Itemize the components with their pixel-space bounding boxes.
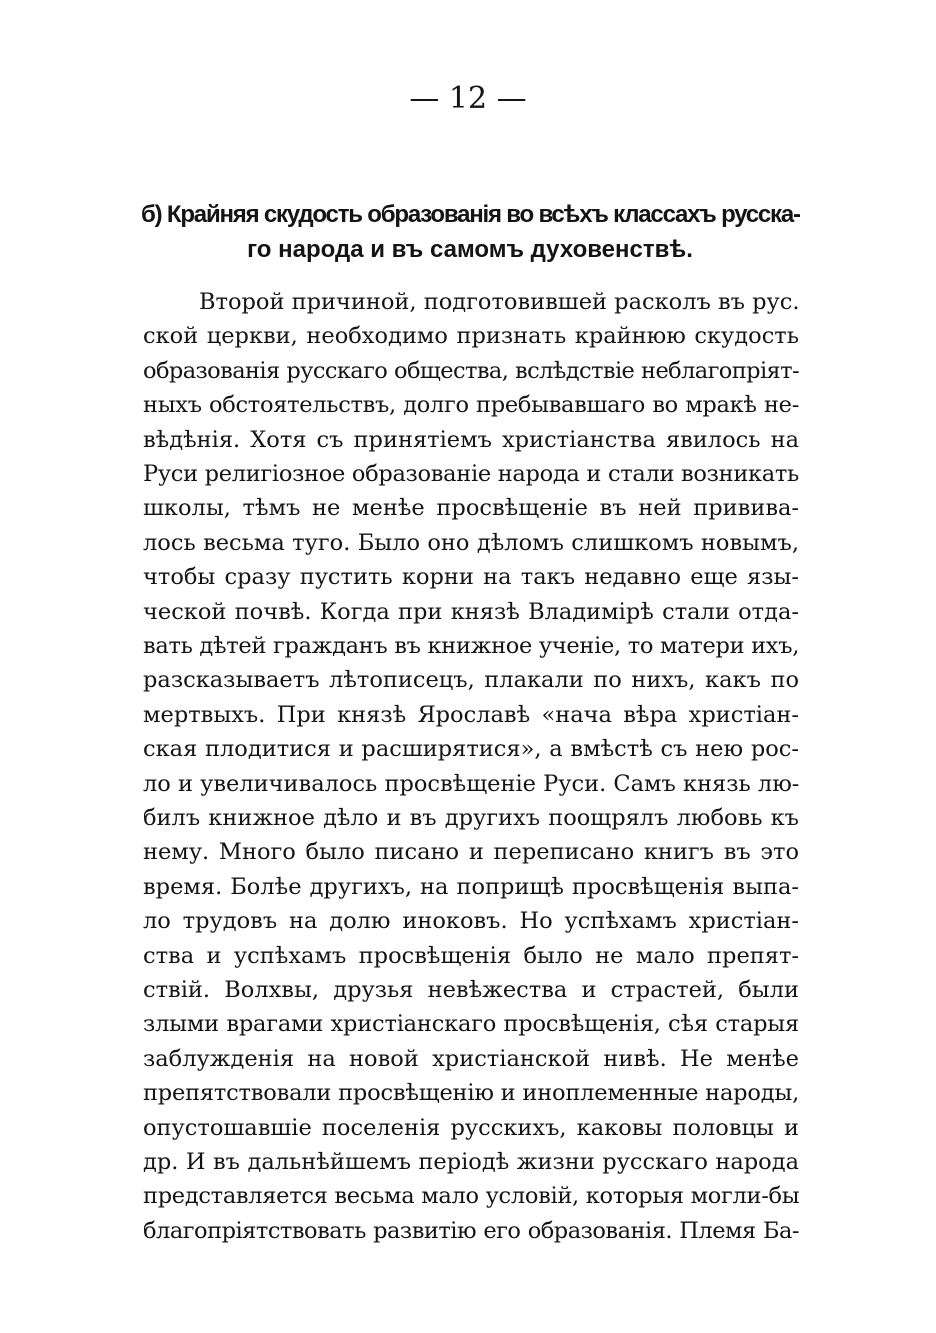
- body-line: представляется весьма мало условій, которыя могли-бы: [143, 1183, 800, 1210]
- body-line: ческой почвѣ. Когда при князѣ Владимірѣ стали отда-: [143, 598, 799, 625]
- body-line: ствій. Волхвы, друзья невѣжества и страстей, были: [143, 977, 799, 1003]
- body-line: лось весьма туго. Было оно дѣломъ слишкомъ новымъ,: [143, 529, 799, 556]
- body-line: ло и увеличивалось просвѣщеніе Руси. Самъ князь лю-: [143, 770, 800, 797]
- body-line: опустошавшіе поселенія русскихъ, каковы половцы и: [143, 1114, 799, 1141]
- body-line: нему. Много было писано и переписано книгъ въ это: [143, 839, 799, 866]
- body-line: др. И въ дальнѣйшемъ періодѣ жизни русскаго народа: [143, 1149, 799, 1175]
- body-line: разсказываетъ лѣтописецъ, плакали по нихъ, какъ по: [143, 667, 799, 694]
- body-line: время. Болѣе другихъ, на поприщѣ просвѣщенія выпа-: [143, 873, 799, 900]
- section-heading-line-1: б) Крайняя скудость образованія во всѣхъ классахъ русска-: [141, 201, 800, 228]
- body-line: препятствовали просвѣщенію и иноплеменные народы,: [143, 1080, 800, 1107]
- body-line: благопріятствовать развитію его образованія. Племя Ба-: [143, 1217, 799, 1244]
- body-line: мертвыхъ. При князѣ Ярославѣ «нача вѣра христіан-: [143, 701, 799, 728]
- body-line: ская плодитися и расширятися», а вмѣстѣ съ нею рос-: [143, 736, 799, 763]
- body-line: Руси религіозное образованіе народа и стали возникать: [143, 461, 800, 487]
- body-line: заблужденія на новой христіанской нивѣ. Не менѣе: [143, 1045, 799, 1072]
- body-line: ныхъ обстоятельствъ, долго пребывавшаго во мракѣ не-: [143, 392, 799, 419]
- body-line: вать дѣтей гражданъ въ книжное ученіе, то матери ихъ,: [143, 633, 800, 659]
- body-line: ской церкви, необходимо признать крайнюю скудость: [143, 323, 799, 350]
- section-heading-line-2: го народа и въ самомъ духовенствѣ.: [247, 236, 693, 263]
- body-line: чтобы сразу пустить корни на такъ недавно еще язы-: [143, 564, 799, 591]
- body-line: ло трудовъ на долю иноковъ. Но успѣхамъ христіан-: [143, 908, 799, 935]
- body-line: вѣдѣнія. Хотя съ принятіемъ христіанства явилось на: [143, 426, 799, 453]
- body-line: Второй причиной, подготовившей расколъ въ рус.: [199, 289, 800, 315]
- body-line: ства и успѣхамъ просвѣщенія было не мало препят-: [143, 942, 799, 969]
- body-line: образованія русскаго общества, вслѣдствіе неблагопріят-: [143, 357, 799, 384]
- body-line: школы, тѣмъ не менѣе просвѣщеніе въ ней прививa-: [143, 495, 799, 522]
- page-number: — 12 —: [409, 81, 527, 116]
- body-line: билъ книжное дѣло и въ другихъ поощрялъ любовь къ: [143, 805, 799, 831]
- body-line: злыми врагами христіанскаго просвѣщенія, сѣя старыя: [143, 1011, 799, 1038]
